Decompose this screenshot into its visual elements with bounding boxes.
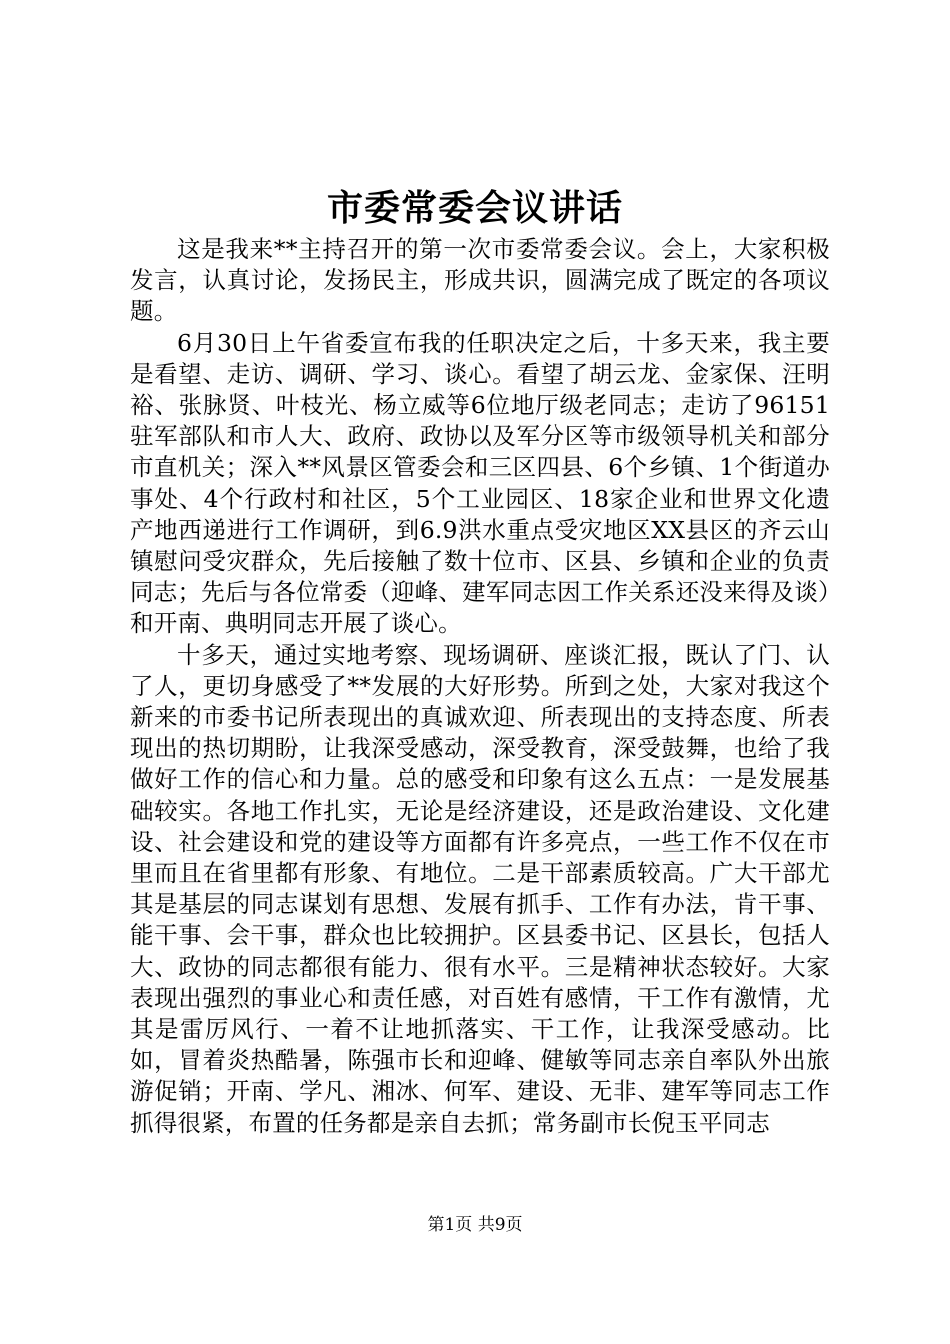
page-number-footer: 第1页 共9页	[427, 1215, 523, 1235]
paragraph-activities: 6月30日上午省委宣布我的任职决定之后，十多天来，我主要是看望、走访、调研、学习、谈心。看望了胡云龙、金家保、汪明裕、张脉贤、叶枝光、杨立威等6位地厅级老同志；走访了96151驻军部队和市人大、政府、政协以及军分区等市级领导机关和部分市直机关；深入**风景区管委会和三区四县、6个乡镇、1个街道办事处、4个行政村和社区，5个工业园区、18家企业和世界文化遗产地西递进行工作调研，到6.9洪水重点受灾地区XX县区的齐云山镇慰问受灾群众，先后接触了数十位市、区县、乡镇和企业的负责同志；先后与各位常委（迎峰、建军同志因工作关系还没来得及谈）和开南、典明同志开展了谈心。	[130, 328, 830, 638]
document-title: 市委常委会议讲话	[326, 187, 623, 229]
paragraph-impressions: 十多天，通过实地考察、现场调研、座谈汇报，既认了门、认了人，更切身感受了**发展的大好形势。所到之处，大家对我这个新来的市委书记所表现出的真诚欢迎、所表现出的支持态度、所表现出的热切期盼，让我深受感动，深受教育，深受鼓舞，也给了我做好工作的信心和力量。总的感受和印象有这么五点：一是发展基础较实。各地工作扎实，无论是经济建设，还是政治建设、文化建设、社会建设和党的建设等方面都有许多亮点，一些工作不仅在市里而且在省里都有形象、有地位。二是干部素质较高。广大干部尤其是基层的同志谋划有思想、发展有抓手、工作有办法，肯干事、能干事、会干事，群众也比较拥护。区县委书记、区县长，包括人大、政协的同志都很有能力、很有水平。三是精神状态较好。大家表现出强烈的事业心和责任感，对百姓有感情，干工作有激情，尤其是雷厉风行、一着不让地抓落实、干工作，让我深受感动。比如，冒着炎热酷暑，陈强市长和迎峰、健敏等同志亲自率队外出旅游促销；开南、学凡、湘冰、何军、建设、无非、建军等同志工作抓得很紧，布置的任务都是亲自去抓；常务副市长倪玉平同志	[130, 640, 830, 1137]
paragraph-intro: 这是我来**主持召开的第一次市委常委会议。会上，大家积极发言，认真讨论，发扬民主，形成共识，圆满完成了既定的各项议题。	[130, 235, 830, 326]
document-body	[130, 234, 830, 1139]
